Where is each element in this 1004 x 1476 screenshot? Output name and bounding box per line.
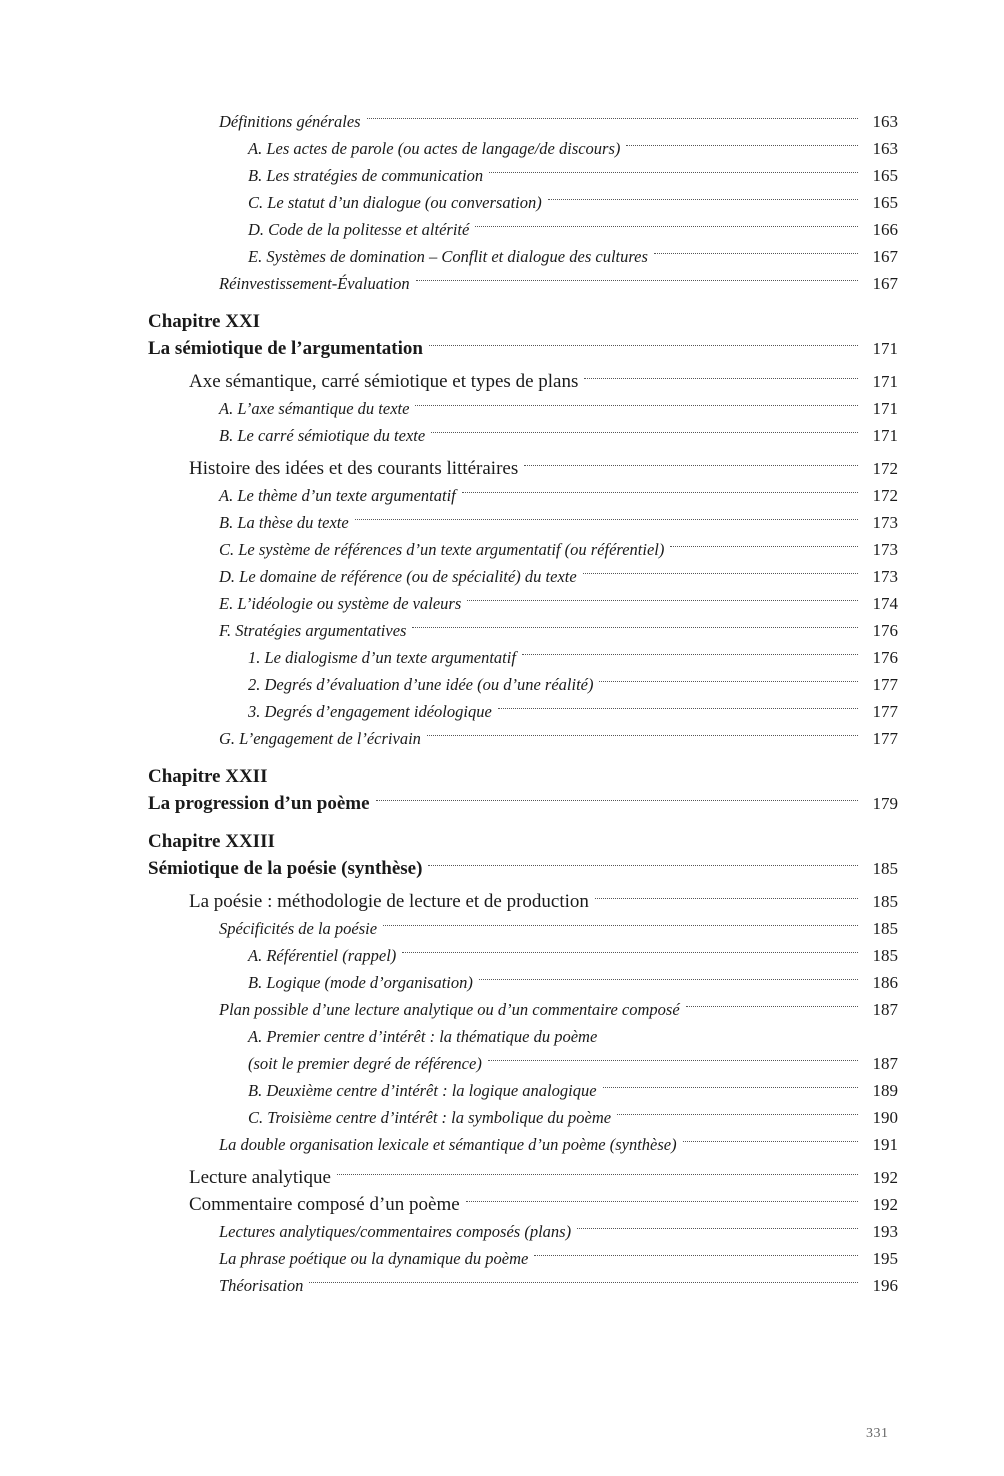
toc-entry-troisieme-centre[interactable] bbox=[148, 1096, 898, 1127]
toc-entry-page: 179 bbox=[872, 794, 898, 813]
dot-leader bbox=[416, 262, 858, 289]
dot-leader bbox=[522, 636, 858, 663]
toc-entry-label: (soit le premier degré de référence) bbox=[248, 1054, 482, 1073]
toc-entry-deuxieme-centre[interactable] bbox=[148, 1069, 898, 1100]
toc-entry-label: E. L’idéologie ou système de valeurs bbox=[219, 594, 462, 613]
toc-entry-page: 195 bbox=[872, 1249, 898, 1268]
toc-entry-label: 2. Degrés d’évaluation d’une idée (ou d’une réalité) bbox=[248, 675, 594, 694]
dot-leader bbox=[654, 235, 858, 262]
dot-leader bbox=[383, 907, 858, 934]
toc-entry-engagement-ecrivain[interactable] bbox=[148, 717, 898, 748]
toc-entry-page: 192 bbox=[872, 1195, 898, 1214]
toc-entry-actes-de-parole[interactable] bbox=[148, 127, 898, 158]
toc-section-poesie-methodologie[interactable] bbox=[148, 880, 898, 912]
toc-entry-page: 187 bbox=[872, 1054, 898, 1073]
toc-entry-label: C. Le statut d’un dialogue (ou conversation) bbox=[248, 193, 542, 212]
chapter-title: La progression d’un poème bbox=[148, 793, 370, 814]
toc-entry-page: 176 bbox=[872, 648, 898, 667]
toc-section-lecture-analytique[interactable] bbox=[148, 1156, 898, 1188]
toc-entry-page: 163 bbox=[872, 112, 898, 131]
dot-leader bbox=[367, 100, 858, 127]
toc-entry-axe-semantique-texte[interactable] bbox=[148, 387, 898, 418]
toc-entry-page: 173 bbox=[872, 567, 898, 586]
dot-leader bbox=[584, 360, 858, 387]
dot-leader bbox=[595, 880, 858, 907]
toc-entry-plan-possible[interactable] bbox=[148, 988, 898, 1019]
toc-entry-label: Commentaire composé d’un poème bbox=[189, 1194, 460, 1215]
toc-entry-page: 176 bbox=[872, 621, 898, 640]
toc-entry-page: 163 bbox=[872, 139, 898, 158]
toc-section-axe-semantique[interactable] bbox=[148, 360, 898, 392]
toc-entry-page: 193 bbox=[872, 1222, 898, 1241]
toc-entry-label: A. Référentiel (rappel) bbox=[248, 946, 397, 965]
toc-entry-statut-dialogue[interactable] bbox=[148, 181, 898, 212]
dot-leader bbox=[498, 690, 858, 717]
dot-leader bbox=[475, 208, 858, 235]
toc-entry-dialogisme[interactable] bbox=[148, 636, 898, 667]
toc-entry-label: Axe sémantique, carré sémiotique et types de plans bbox=[189, 371, 579, 392]
toc-entry-label: Histoire des idées et des courants littéraires bbox=[189, 458, 519, 479]
dot-leader bbox=[617, 1096, 858, 1123]
toc-section-histoire-idees[interactable] bbox=[148, 447, 898, 479]
toc-chapter-xxi[interactable] bbox=[148, 327, 898, 359]
dot-leader bbox=[427, 717, 858, 744]
toc-entry-label: B. Le carré sémiotique du texte bbox=[219, 426, 426, 445]
toc-section-commentaire-compose[interactable] bbox=[148, 1183, 898, 1215]
toc-entry-phrase-poetique[interactable] bbox=[148, 1237, 898, 1268]
toc-entry-page: 167 bbox=[872, 247, 898, 266]
chapter-title: La sémiotique de l’argumentation bbox=[148, 338, 423, 359]
toc-entry-label: La poésie : méthodologie de lecture et de production bbox=[189, 891, 589, 912]
toc-entry-theme-texte[interactable] bbox=[148, 474, 898, 505]
toc-entry-page: 185 bbox=[872, 919, 898, 938]
toc-entry-degres-evaluation[interactable] bbox=[148, 663, 898, 694]
toc-entry-label: B. Logique (mode d’organisation) bbox=[248, 973, 473, 992]
toc-entry-page: 185 bbox=[872, 892, 898, 911]
dot-leader bbox=[577, 1210, 858, 1237]
chapter-number: Chapitre XXII bbox=[148, 766, 268, 787]
toc-entry-page: 190 bbox=[872, 1108, 898, 1127]
dot-leader bbox=[583, 555, 858, 582]
toc-entry-label: G. L’engagement de l’écrivain bbox=[219, 729, 421, 748]
chapter-label-xxi bbox=[148, 300, 898, 332]
dot-leader bbox=[534, 1237, 858, 1264]
toc-entry-label: D. Code de la politesse et altérité bbox=[248, 220, 470, 239]
toc-entry-strategies-argumentatives[interactable] bbox=[148, 609, 898, 640]
toc-entry-page: 171 bbox=[872, 372, 898, 391]
toc-entry-theorisation[interactable] bbox=[148, 1264, 898, 1295]
dot-leader bbox=[428, 847, 858, 874]
toc-entry-strategies-communication[interactable] bbox=[148, 154, 898, 185]
toc-entry-page: 174 bbox=[872, 594, 898, 613]
toc-chapter-xxii[interactable] bbox=[148, 782, 898, 814]
toc-entry-label: B. Deuxième centre d’intérêt : la logique analogique bbox=[248, 1081, 597, 1100]
dot-leader bbox=[466, 1183, 858, 1210]
toc-entry-page: 173 bbox=[872, 540, 898, 559]
toc-entry-page: 177 bbox=[872, 729, 898, 748]
toc-entry-carre-semiotique[interactable] bbox=[148, 414, 898, 445]
toc-entry-label: 3. Degrés d’engagement idéologique bbox=[248, 702, 492, 721]
toc-entry-page: 185 bbox=[872, 859, 898, 878]
dot-leader bbox=[429, 327, 858, 354]
toc-entry-page: 167 bbox=[872, 274, 898, 293]
dot-leader bbox=[670, 528, 858, 555]
toc-entry-label: Théorisation bbox=[219, 1276, 304, 1295]
toc-entry-page: 171 bbox=[872, 339, 898, 358]
dot-leader bbox=[412, 609, 858, 636]
toc-entry-label: A. L’axe sémantique du texte bbox=[219, 399, 410, 418]
toc-entry-page: 173 bbox=[872, 513, 898, 532]
chapter-number: Chapitre XXI bbox=[148, 311, 261, 332]
chapter-number: Chapitre XXIII bbox=[148, 831, 275, 852]
toc-entry-label: Réinvestissement-Évaluation bbox=[219, 274, 410, 293]
toc-entry-logique-mode[interactable] bbox=[148, 961, 898, 992]
page-number: 331 bbox=[866, 1426, 889, 1441]
dot-leader bbox=[467, 582, 858, 609]
toc-entry-page: 171 bbox=[872, 426, 898, 445]
toc-entry-page: 171 bbox=[872, 399, 898, 418]
toc-entry-page: 196 bbox=[872, 1276, 898, 1295]
toc-entry-page: 166 bbox=[872, 220, 898, 239]
toc-entry-lectures-analytiques-plans[interactable] bbox=[148, 1210, 898, 1241]
toc-entry-premier-centre-cont[interactable] bbox=[148, 1042, 898, 1073]
toc-entry-label: Plan possible d’une lecture analytique ou d’un commentaire composé bbox=[219, 1000, 680, 1019]
dot-leader bbox=[686, 988, 858, 1015]
dot-leader bbox=[683, 1123, 858, 1150]
toc-entry-page: 165 bbox=[872, 193, 898, 212]
chapter-label-xxii bbox=[148, 755, 898, 787]
toc-entry-page: 172 bbox=[872, 486, 898, 505]
dot-leader bbox=[603, 1069, 858, 1096]
toc-entry-label: Spécificités de la poésie bbox=[219, 919, 378, 938]
toc-entry-referentiel-rappel[interactable] bbox=[148, 934, 898, 965]
toc-entry-page: 185 bbox=[872, 946, 898, 965]
dot-leader bbox=[355, 501, 858, 528]
dot-leader bbox=[402, 934, 858, 961]
dot-leader bbox=[431, 414, 858, 441]
toc-entry-label: F. Stratégies argumentatives bbox=[219, 621, 407, 640]
toc-entry-page: 191 bbox=[872, 1135, 898, 1154]
toc-entry-page: 187 bbox=[872, 1000, 898, 1019]
dot-leader bbox=[479, 961, 858, 988]
toc-entry-systeme-references[interactable] bbox=[148, 528, 898, 559]
dot-leader bbox=[488, 1042, 858, 1069]
toc-entry-double-organisation[interactable] bbox=[148, 1123, 898, 1154]
chapter-label-xxiii bbox=[148, 820, 898, 852]
toc-chapter-xxiii[interactable] bbox=[148, 847, 898, 879]
toc-entry-label: D. Le domaine de référence (ou de spécialité) du texte bbox=[219, 567, 577, 586]
toc-entry-page: 186 bbox=[872, 973, 898, 992]
toc-entry-label: B. La thèse du texte bbox=[219, 513, 349, 532]
toc-entry-label: A. Les actes de parole (ou actes de langage/de discours) bbox=[248, 139, 621, 158]
toc-entry-label: C. Troisième centre d’intérêt : la symbolique du poème bbox=[248, 1108, 612, 1127]
toc-entry-page: 189 bbox=[872, 1081, 898, 1100]
toc-entry-code-politesse[interactable] bbox=[148, 208, 898, 239]
toc-entry-reinvestissement[interactable] bbox=[148, 262, 898, 293]
toc-entry-these-texte[interactable] bbox=[148, 501, 898, 532]
dot-leader bbox=[524, 447, 858, 474]
dot-leader bbox=[548, 181, 858, 208]
toc-entry-ideologie[interactable] bbox=[148, 582, 898, 613]
dot-leader bbox=[337, 1156, 858, 1183]
toc-entry-page: 172 bbox=[872, 459, 898, 478]
toc-entry-label: Définitions générales bbox=[219, 112, 361, 131]
dot-leader bbox=[462, 474, 858, 501]
dot-leader bbox=[376, 782, 858, 809]
toc-entry-label: Lecture analytique bbox=[189, 1167, 331, 1188]
toc-entry-label: La double organisation lexicale et sémantique d’un poème (synthèse) bbox=[219, 1135, 677, 1154]
toc-entry-page: 192 bbox=[872, 1168, 898, 1187]
toc-entry-domaine-reference[interactable] bbox=[148, 555, 898, 586]
dot-leader bbox=[626, 127, 858, 154]
table-of-contents bbox=[148, 100, 898, 1295]
toc-entry-page: 165 bbox=[872, 166, 898, 185]
toc-entry-label: B. Les stratégies de communication bbox=[248, 166, 484, 185]
chapter-title: Sémiotique de la poésie (synthèse) bbox=[148, 858, 423, 879]
dot-leader bbox=[415, 387, 858, 414]
toc-entry-degres-engagement[interactable] bbox=[148, 690, 898, 721]
toc-entry-page: 177 bbox=[872, 702, 898, 721]
toc-entry-label: A. Premier centre d’intérêt : la thématique du poème bbox=[248, 1027, 598, 1046]
toc-entry-systemes-domination[interactable] bbox=[148, 235, 898, 266]
dot-leader bbox=[309, 1264, 858, 1291]
toc-entry-label: C. Le système de références d’un texte argumentatif (ou référentiel) bbox=[219, 540, 665, 559]
toc-entry-definitions-generales[interactable] bbox=[148, 100, 898, 131]
toc-entry-label: E. Systèmes de domination – Conflit et dialogue des cultures bbox=[248, 247, 648, 266]
toc-entry-premier-centre[interactable] bbox=[148, 1015, 898, 1046]
toc-entry-page: 177 bbox=[872, 675, 898, 694]
dot-leader bbox=[489, 154, 858, 181]
toc-entry-label: A. Le thème d’un texte argumentatif bbox=[219, 486, 456, 505]
toc-entry-label: La phrase poétique ou la dynamique du poème bbox=[219, 1249, 529, 1268]
toc-entry-specificites-poesie[interactable] bbox=[148, 907, 898, 938]
toc-entry-label: 1. Le dialogisme d’un texte argumentatif bbox=[248, 648, 516, 667]
dot-leader bbox=[599, 663, 858, 690]
toc-entry-label: Lectures analytiques/commentaires composés (plans) bbox=[219, 1222, 572, 1241]
